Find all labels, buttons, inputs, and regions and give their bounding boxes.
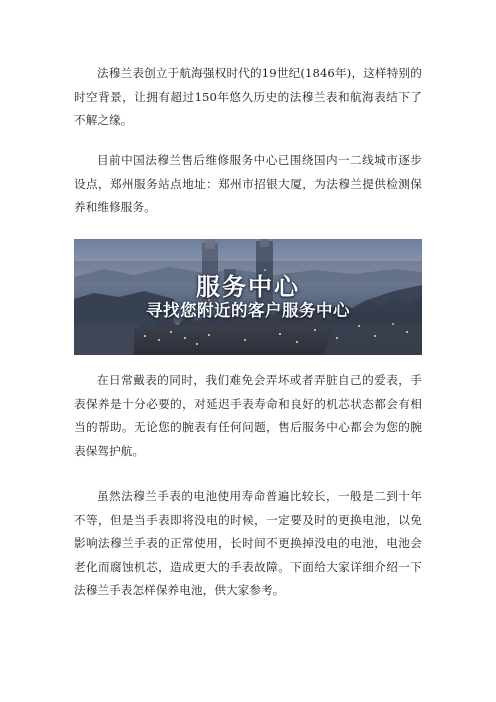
paragraph-service-location: 目前中国法穆兰售后维修服务中心已围绕国内一二线城市逐步设点，郑州服务站点地址：郑州市招银大厦，为法穆兰提供检测保养和维修服务。 xyxy=(74,153,422,214)
paragraph-battery: 虽然法穆兰手表的电池使用寿命普遍比较长，一般是二到十年不等，但是当手表即将没电的时候，一定要及时的更换电池，以免影响法穆兰手表的正常使用，长时间不更换掉没电的电池，电池会老化而腐蚀机芯，造成更大的手表故障。下面给大家详细介绍一下法穆兰手表怎样保养电池，供大家参考。 xyxy=(74,489,422,597)
banner-subtitle: 寻找您附近的客户服务中心 xyxy=(146,301,350,320)
banner-title: 服务中心 xyxy=(196,273,300,301)
paragraph-history: 法穆兰表创立于航海强权时代的19世纪(1846年)，这样特别的时空背景，让拥有超过150年悠久历史的法穆兰表和航海表结下了不解之缘。 xyxy=(74,66,422,127)
service-center-banner xyxy=(74,239,422,355)
paragraph-maintenance: 在日常戴表的同时，我们难免会弄坏或者弄脏自己的爱表，手表保养是十分必要的，对延迟手表寿命和良好的机芯状态都会有相当的帮助。无论您的腕表有任何问题，售后服务中心都会为您的腕表保驾护航。 xyxy=(74,373,422,458)
